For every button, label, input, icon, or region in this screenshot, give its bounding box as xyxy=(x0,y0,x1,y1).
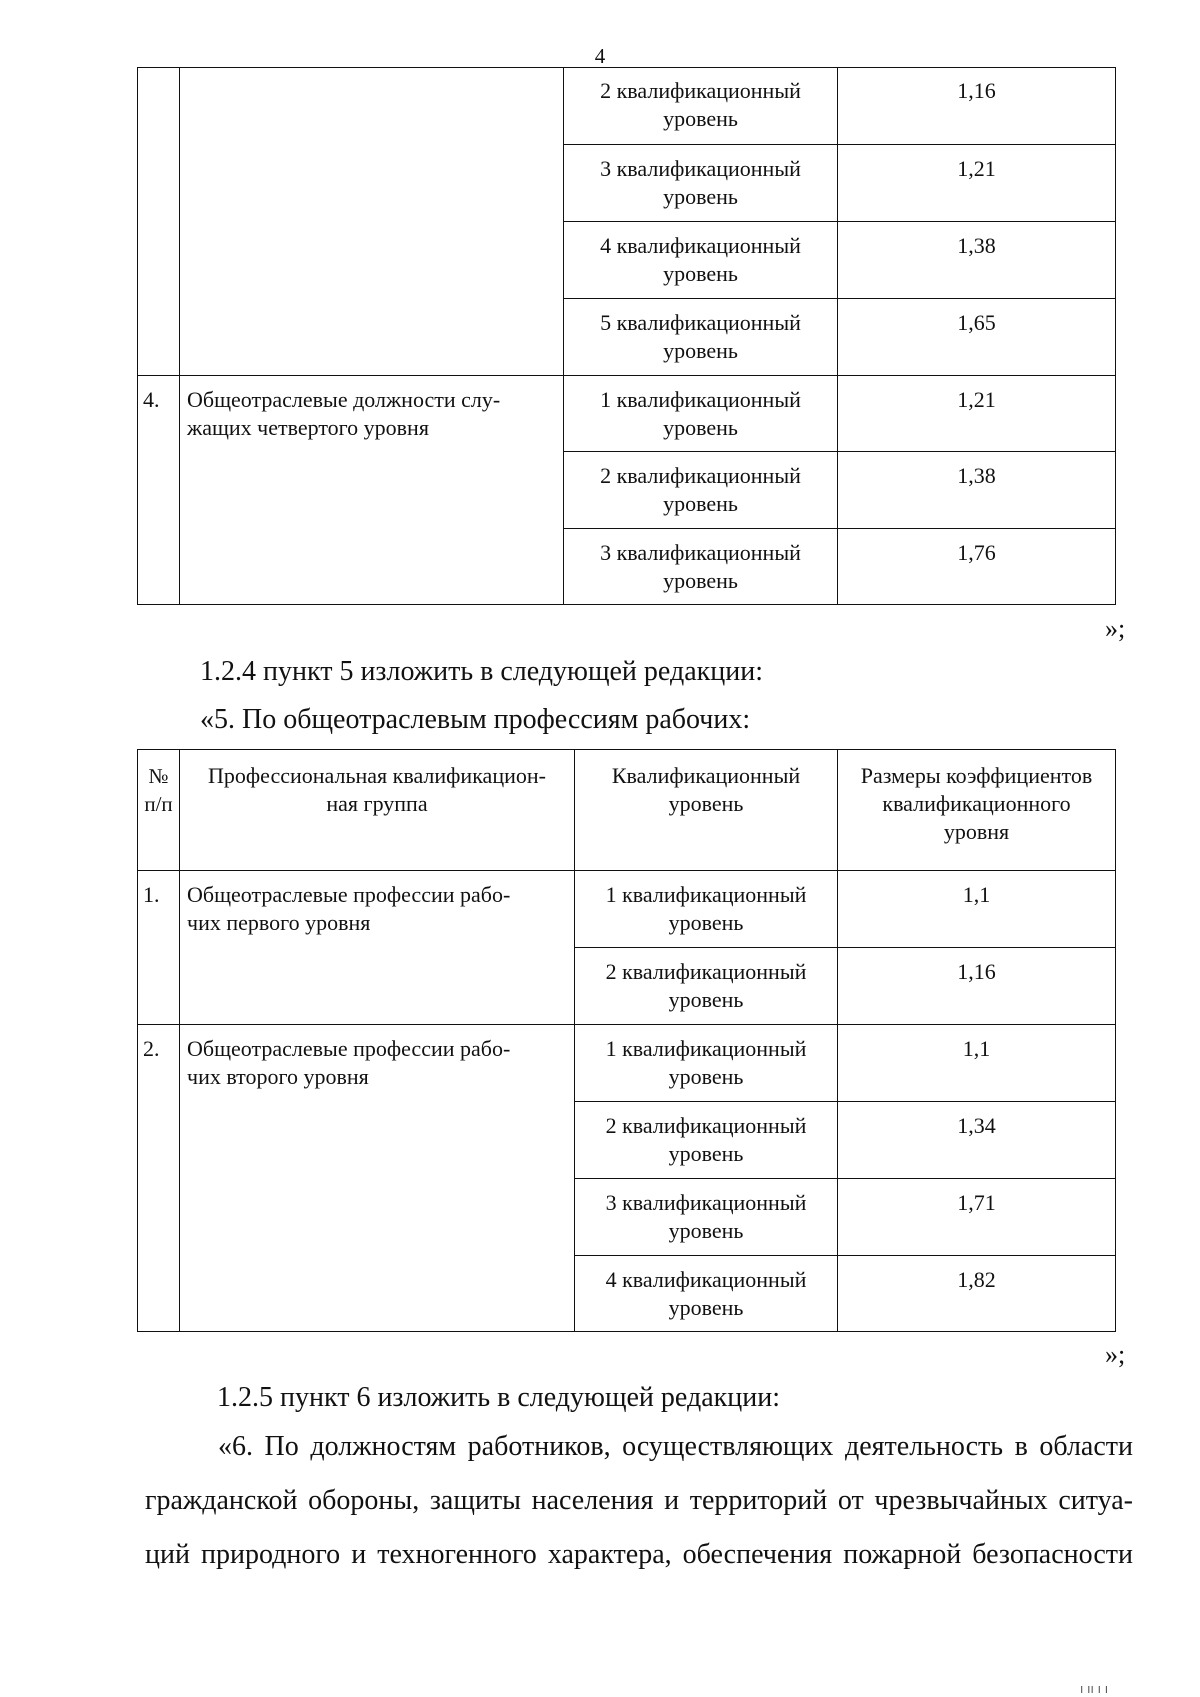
scan-mark: ı ıı ı ı xyxy=(1080,1682,1109,1696)
paragraph-6-line-3: ций природного и техногенного характера, обеспечения пожарной безопасности xyxy=(145,1539,1133,1570)
table-row xyxy=(138,1025,1116,1102)
group-name: Общеотраслевые профессии рабо- чих второго уровня xyxy=(180,1025,575,1332)
row-number: 1. xyxy=(138,871,180,1025)
table-row xyxy=(138,376,1116,452)
level-cell: 2 квалификационный уровень xyxy=(564,68,838,145)
level-cell: 1 квалификационный уровень xyxy=(575,871,838,948)
coef-cell: 1,76 xyxy=(838,529,1116,605)
header-group: Профессиональная квалификацион- ная группа xyxy=(180,750,575,871)
page-number: 4 xyxy=(594,44,606,68)
group-name: Общеотраслевые профессии рабо- чих первого уровня xyxy=(180,871,575,1025)
table-row xyxy=(138,871,1116,948)
coef-cell: 1,65 xyxy=(838,299,1116,376)
paragraph-1-2-5: 1.2.5 пункт 6 изложить в следующей редакции: xyxy=(217,1382,780,1413)
table-workers-professions xyxy=(137,749,1116,1332)
coef-cell: 1,16 xyxy=(838,68,1116,145)
coef-cell: 1,1 xyxy=(838,871,1116,948)
level-cell: 1 квалификационный уровень xyxy=(575,1025,838,1102)
coef-cell: 1,16 xyxy=(838,948,1116,1025)
coef-cell: 1,38 xyxy=(838,222,1116,299)
level-cell: 4 квалификационный уровень xyxy=(575,1256,838,1332)
level-cell: 2 квалификационный уровень xyxy=(575,948,838,1025)
group-name: Общеотраслевые должности слу- жащих четвертого уровня xyxy=(180,376,564,605)
table-continuation xyxy=(137,67,1116,605)
paragraph-6-line-1: «6. По должностям работников, осуществляющих деятельность в области xyxy=(218,1431,1133,1462)
coef-cell: 1,34 xyxy=(838,1102,1116,1179)
level-cell: 3 квалификационный уровень xyxy=(564,145,838,222)
header-coef: Размеры коэффициентов квалификационного уровня xyxy=(838,750,1116,871)
paragraph-6-line-2: гражданской обороны, защиты населения и территорий от чрезвычайных ситуа- xyxy=(145,1485,1133,1516)
level-cell: 2 квалификационный уровень xyxy=(575,1102,838,1179)
coef-cell: 1,21 xyxy=(838,145,1116,222)
coef-cell: 1,21 xyxy=(838,376,1116,452)
level-cell: 2 квалификационный уровень xyxy=(564,452,838,529)
coef-cell: 1,1 xyxy=(838,1025,1116,1102)
level-cell: 1 квалификационный уровень xyxy=(564,376,838,452)
coef-cell: 1,38 xyxy=(838,452,1116,529)
empty-group-cell xyxy=(180,68,564,376)
coef-cell: 1,71 xyxy=(838,1179,1116,1256)
row-number: 2. xyxy=(138,1025,180,1332)
header-level: Квалификационный уровень xyxy=(575,750,838,871)
empty-num-cell xyxy=(138,68,180,376)
header-num: № п/п xyxy=(138,750,180,871)
level-cell: 5 квалификационный уровень xyxy=(564,299,838,376)
paragraph-1-2-4: 1.2.4 пункт 5 изложить в следующей редакции: xyxy=(200,656,763,687)
level-cell: 3 квалификационный уровень xyxy=(564,529,838,605)
closing-quote: »; xyxy=(1105,1340,1126,1369)
level-cell: 4 квалификационный уровень xyxy=(564,222,838,299)
table-row xyxy=(138,68,1116,145)
table-header-row xyxy=(138,750,1116,871)
coef-cell: 1,82 xyxy=(838,1256,1116,1332)
level-cell: 3 квалификационный уровень xyxy=(575,1179,838,1256)
row-number: 4. xyxy=(138,376,180,605)
closing-quote: »; xyxy=(1105,614,1126,643)
paragraph-5-title: «5. По общеотраслевым профессиям рабочих: xyxy=(200,704,751,735)
